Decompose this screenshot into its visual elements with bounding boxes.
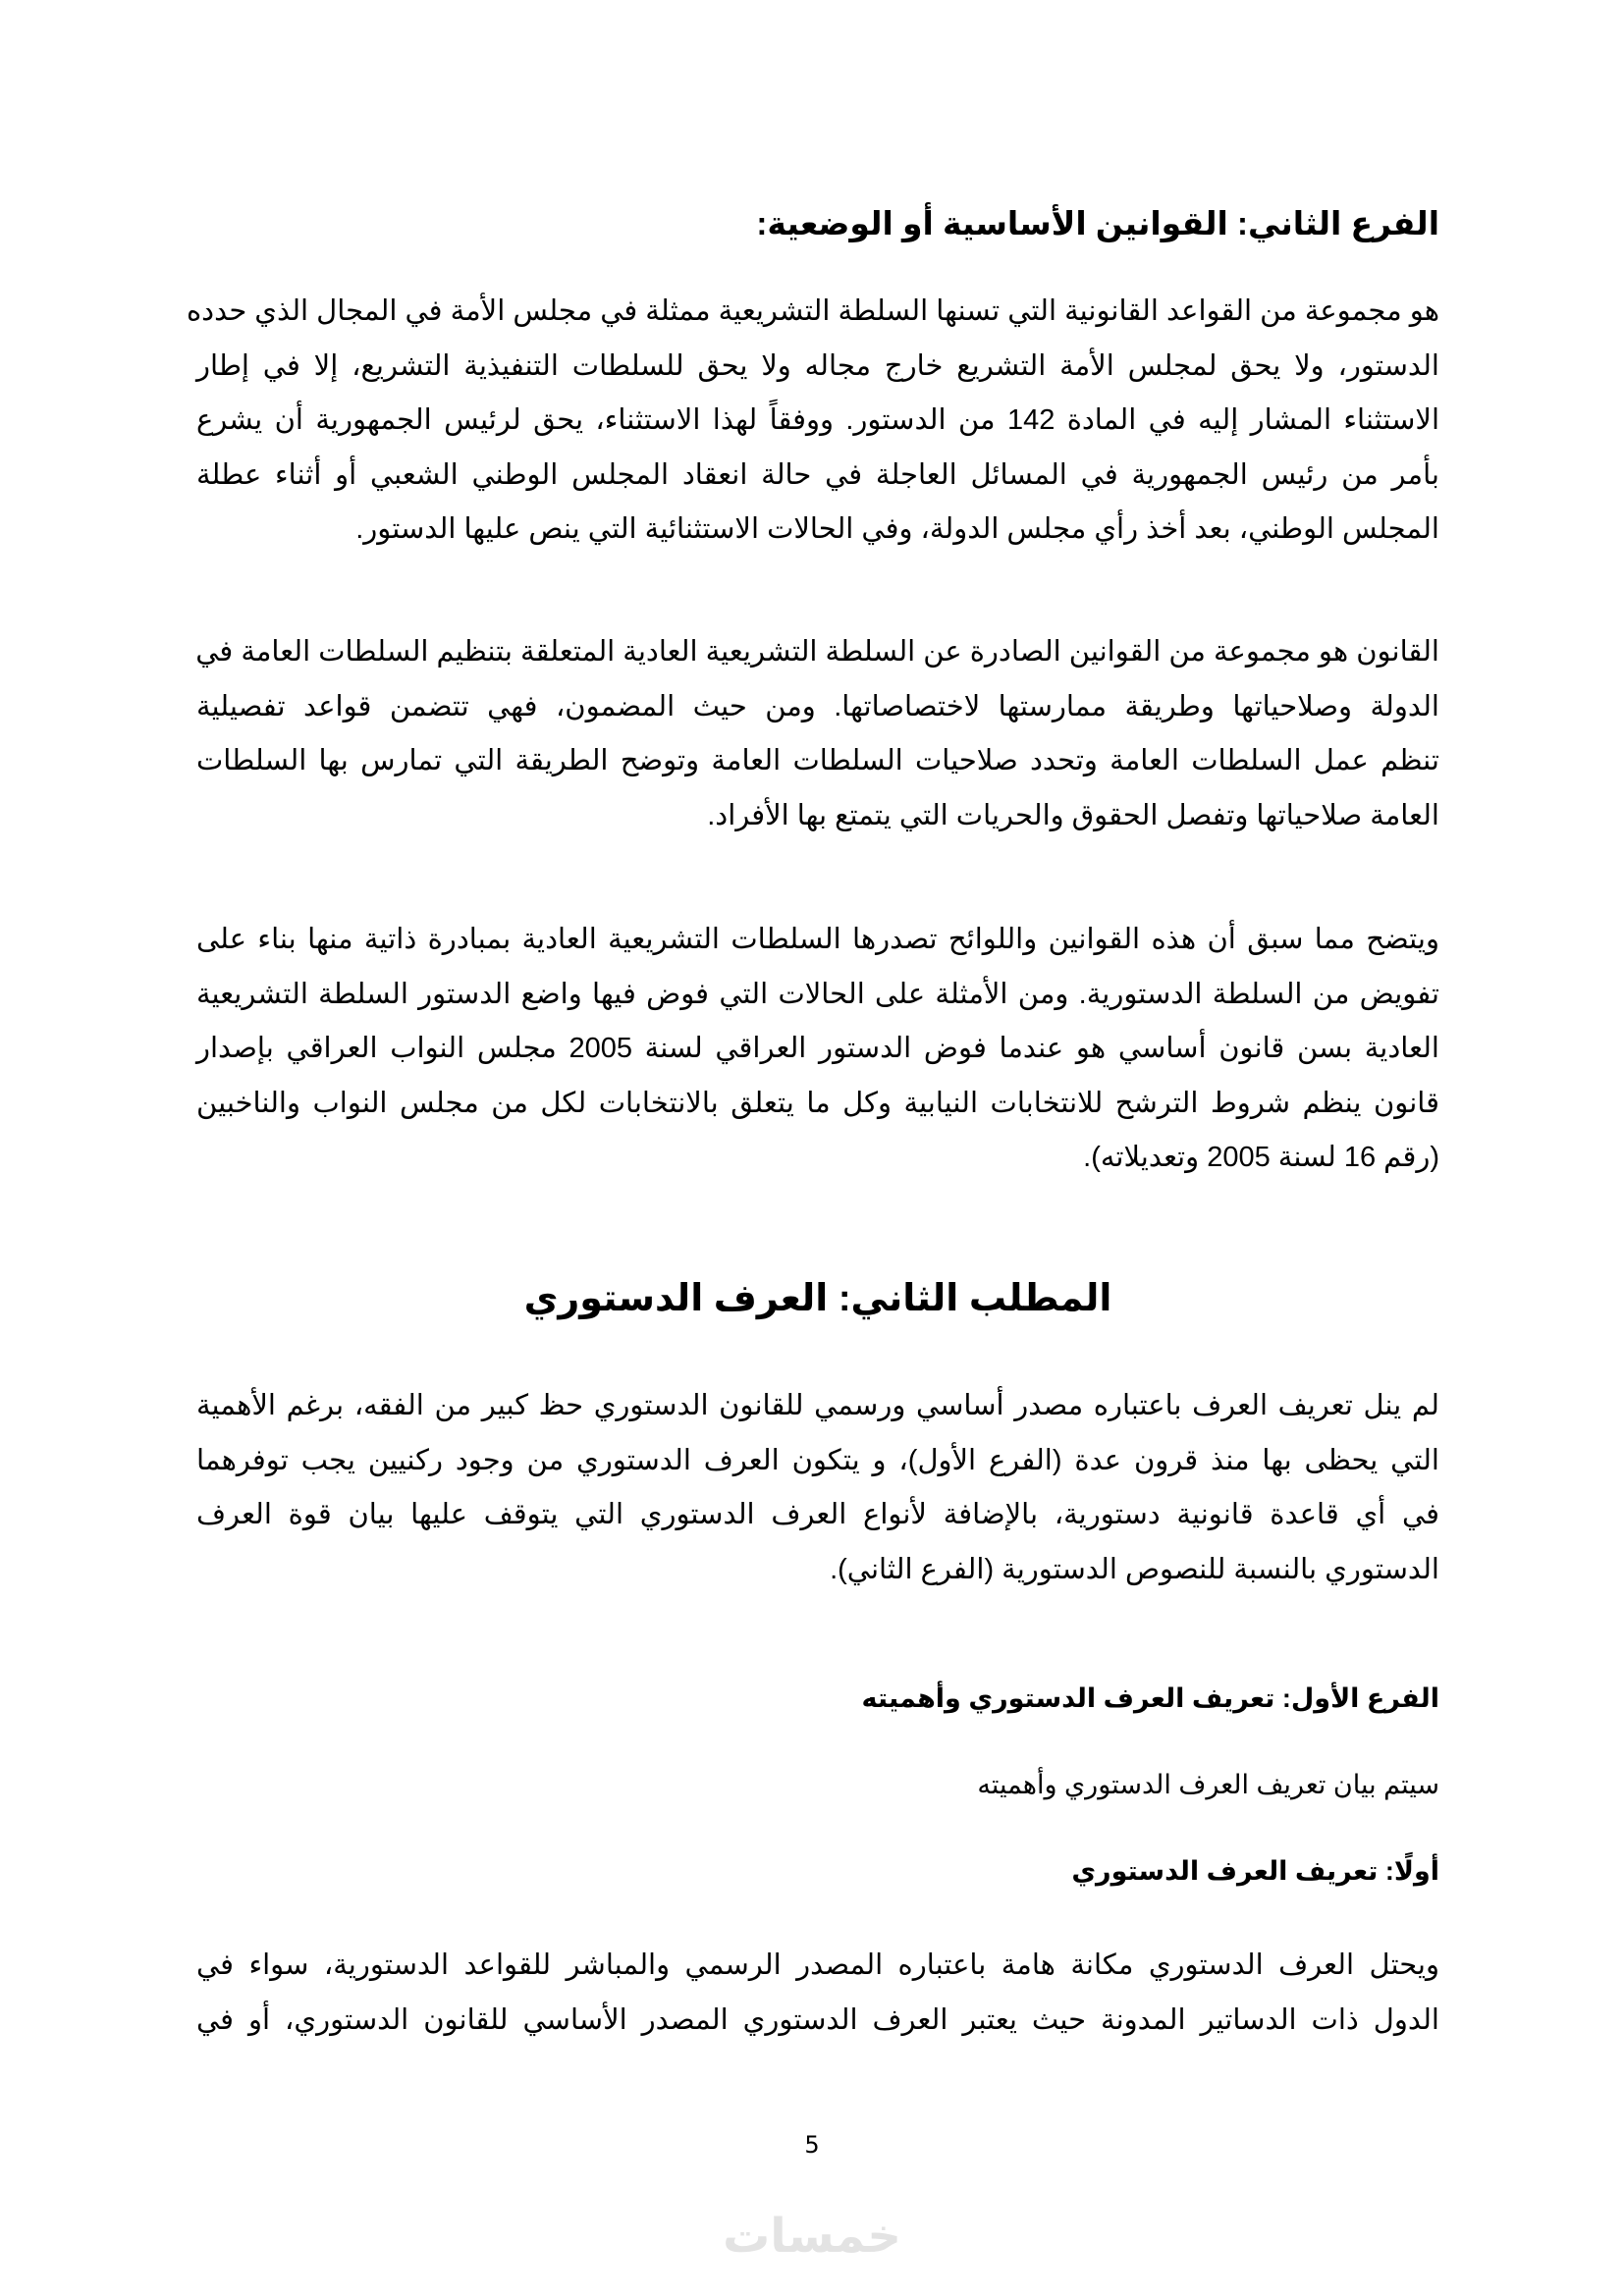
branch-two-heading: الفرع الثاني: القوانين الأساسية أو الوضعية: — [756, 205, 1439, 241]
intro-line: سيتم بيان تعريف العرف الدستوري وأهميته — [977, 1770, 1439, 1799]
branch-one-heading: الفرع الأول: تعريف العرف الدستوري وأهميته — [861, 1683, 1439, 1713]
paragraph-line: لم ينل تعريف العرف باعتباره مصدر أساسي ورسمي للقانون الدستوري حظ كبير من الفقه، برغم الأهمية — [196, 1390, 1439, 1421]
paragraph-custom-intro — [196, 1379, 1439, 1597]
paragraph-line: العادية بسن قانون أساسي هو عندما فوض الدستور العراقي لسنة 2005 مجلس النواب العراقي بإصدار — [196, 1033, 1439, 1064]
paragraph-line: القانون هو مجموعة من القوانين الصادرة عن السلطة التشريعية العادية المتعلقة بتنظيم السلطات العامة في — [195, 636, 1439, 667]
paragraph-law-definition — [196, 625, 1439, 843]
paragraph-line: الدستوري بالنسبة للنصوص الدستورية (الفرع الثاني). — [830, 1553, 1439, 1585]
paragraph-line: التي يحظى بها منذ قرون عدة (الفرع الأول)، و يتكون العرف الدستوري من وجود ركنيين يجب توفرهما — [196, 1444, 1439, 1476]
paragraph-line: (رقم 16 لسنة 2005 وتعديلاته). — [1083, 1142, 1439, 1173]
paragraph-line: المجلس الوطني، بعد أخذ رأي مجلس الدولة، وفي الحالات الاستثنائية التي ينص عليها الدستور. — [355, 513, 1439, 545]
paragraph-line: ويتضح مما سبق أن هذه القوانين واللوائح تصدرها السلطات التشريعية العادية بمبادرة ذاتية منها بناء على — [196, 924, 1439, 955]
paragraph-custom-position — [196, 1939, 1439, 2048]
paragraph-line: الدولة وصلاحياتها وطريقة ممارستها لاختصاصاتها. ومن حيث المضمون، فهي تتضمن قواعد تفصيلية — [196, 690, 1439, 722]
paragraph-line: العامة صلاحياتها وتفصل الحقوق والحريات التي يتمتع بها الأفراد. — [707, 799, 1439, 831]
page-number: 5 — [804, 2131, 820, 2159]
paragraph-line: قانون ينظم شروط الترشح للانتخابات النيابية وكل ما يتعلق بالانتخابات لكل من مجلس النواب والناخبين — [196, 1087, 1439, 1119]
paragraph-line: الدول ذات الدساتير المدونة حيث يعتبر العرف الدستوري المصدر الأساسي للقانون الدستوري، أو في — [196, 2003, 1439, 2036]
paragraph-line: تنظم عمل السلطات العامة وتحدد صلاحيات السلطات العامة وتوضح الطريقة التي تمارس بها السلطات — [196, 745, 1439, 776]
paragraph-delegation-example — [196, 913, 1439, 1186]
paragraph-line: بأمر من رئيس الجمهورية في المسائل العاجلة في حالة انعقاد المجلس الوطني الشعبي أو أثناء عطلة — [196, 458, 1439, 491]
paragraph-basic-laws-definition — [186, 285, 1439, 558]
first-subheading: أولًا: تعريف العرف الدستوري — [1071, 1856, 1439, 1886]
paragraph-line: الدستور، ولا يحق لمجلس الأمة التشريع خارج مجاله ولا يحق للسلطات التنفيذية التشريع، إلا في إطار — [196, 349, 1439, 382]
paragraph-line: في أي قاعدة قانونية دستورية، بالإضافة لأنواع العرف الدستوري التي يتوقف عليها بيان قوة العرف — [196, 1499, 1439, 1530]
section-heading: المطلب الثاني: العرف الدستوري — [523, 1278, 1112, 1319]
paragraph-line: تفويض من السلطة الدستورية. ومن الأمثلة على الحالات التي فوض فيها واضع الدستور السلطة التشريعية — [196, 978, 1439, 1010]
paragraph-line: الاستثناء المشار إليه في المادة 142 من الدستور. ووفقاً لهذا الاستثناء، يحق لرئيس الجمهورية أن يشرع — [196, 404, 1439, 436]
paragraph-line: ويحتل العرف الدستوري مكانة هامة باعتباره المصدر الرسمي والمباشر للقواعد الدستورية، سواء في — [196, 1949, 1439, 1981]
watermark-logo: خمسات — [723, 2209, 901, 2264]
paragraph-line: هو مجموعة من القواعد القانونية التي تسنها السلطة التشريعية ممثلة في مجلس الأمة في المجال الذي حدده — [186, 295, 1439, 327]
